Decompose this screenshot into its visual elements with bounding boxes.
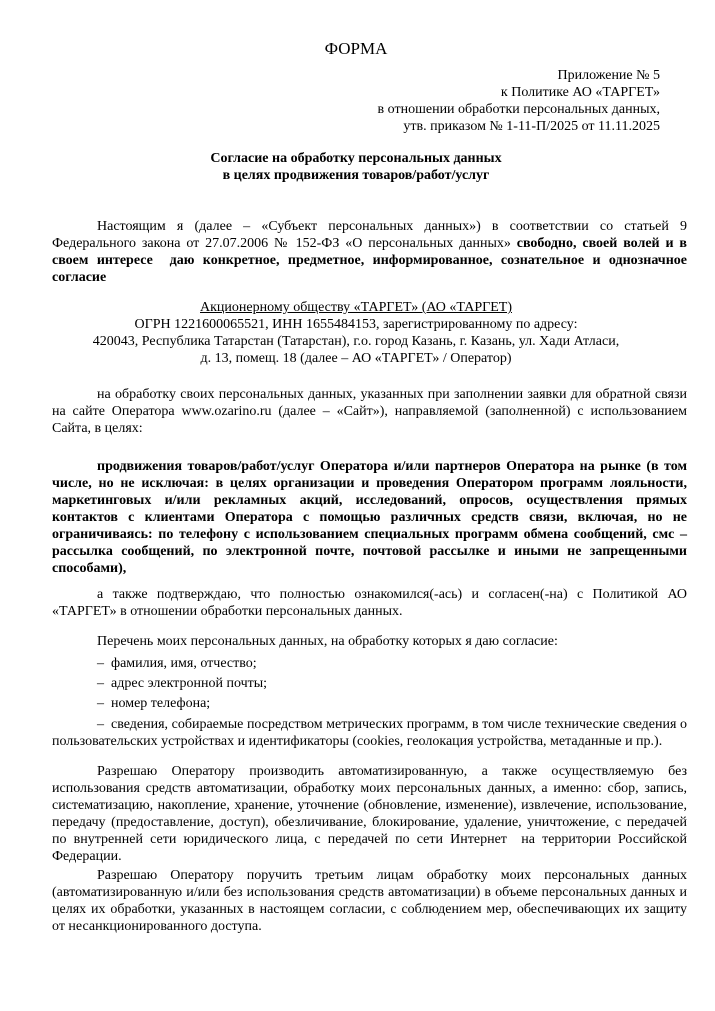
- operator-name-underlined: Акционерному обществу «ТАРГЕТ» (АО «ТАРГЕТ): [200, 300, 512, 315]
- operator-ogrn-inn-line: ОГРН 1221600065521, ИНН 1655484153, зарегистрированному по адресу:: [134, 317, 578, 332]
- appendix-line-4: утв. приказом № 1-11-П/2025 от 11.11.2025: [403, 119, 660, 134]
- appendix-line-1: Приложение № 5: [557, 68, 660, 83]
- operator-address-line-1: 420043, Республика Татарстан (Татарстан), г.о. город Казань, г. Казань, ул. Хади Атласи,: [92, 334, 620, 349]
- list-item-phone: [52, 695, 687, 712]
- document-title-line-2: в целях продвижения товаров/работ/услуг: [222, 168, 490, 183]
- third-party-paragraph: Разрешаю Оператору поручить третьим лицам обработку моих персональных данных (автоматизированную и/или без использования средств автоматизации) в объеме персональных данных и целях их обработки, указанных в настоящем согласии, с соблюдением мер, обеспечивающих их защиту от несанкционированного доступа.: [52, 868, 691, 934]
- operator-name-line: [52, 299, 660, 316]
- operator-address-line-2: д. 13, помещ. 18 (далее – АО «ТАРГЕТ» / Оператор): [200, 351, 512, 366]
- intro-text-normal: Настоящим я (далее – «Субъект персональных данных») в соответствии со статьей 9 Федерального закона от 27.07.2006 № 152-ФЗ «О персональных данных»: [52, 219, 691, 251]
- list-item-text: сведения, собираемые посредством метрических программ, в том числе технические сведения о пользовательских устройствах и идентификаторы (cookies, геолокация устройства, метаданные и пр.).: [52, 717, 691, 749]
- appendix-line-2: к Политике АО «ТАРГЕТ»: [500, 85, 660, 100]
- document-title: [52, 150, 660, 184]
- form-heading: ФОРМА: [324, 39, 388, 58]
- list-item-text: фамилия, имя, отчество;: [111, 656, 257, 671]
- list-item-email: [52, 675, 687, 692]
- list-item-text: адрес электронной почты;: [111, 676, 268, 691]
- dash-marker: –: [97, 717, 104, 732]
- list-item-full-name: [52, 655, 687, 672]
- appendix-line-3: в отношении обработки персональных данных,: [377, 102, 660, 117]
- appendix-block: [52, 67, 660, 135]
- intro-text-bold: свободно, своей волей и в своем интересе даю конкретное, предметное, информированное, сознательное и однозначное согласие: [52, 236, 691, 285]
- intro-paragraph: [52, 218, 691, 286]
- personal-data-list-intro: Перечень моих персональных данных, на обработку которых я даю согласие:: [97, 634, 558, 649]
- automation-paragraph: Разрешаю Оператору производить автоматизированную, а также осуществляемую без использования средств автоматизации, обработку моих персональных данных, а именно: сбор, запись, систематизацию, накопление, хранение, уточнение (обновление, изменение), извлечение, использование, передачу (предоставление, доступ), обезличивание, блокирование, удаление, уничтожение, с передачей по внутренней сети юридического лица, с передачей по сети Интернет на территории Российской Федерации.: [52, 764, 691, 864]
- dash-marker: –: [97, 676, 104, 691]
- dash-marker: –: [97, 656, 104, 671]
- operator-block: [52, 299, 660, 367]
- list-item-metrics: [52, 716, 691, 750]
- document-title-line-1: Согласие на обработку персональных данных: [210, 151, 502, 166]
- list-item-text: номер телефона;: [111, 696, 211, 711]
- purpose-paragraph: продвижения товаров/работ/услуг Оператора и/или партнеров Оператора на рынке (в том числе, но не исключая: в целях организации и проведения Оператором программ лояльности, маркетинговых и/или рекламных акций, исследований, опросов, осуществления прямых контактов с клиентами Оператора с помощью различных средств связи, включая, но не ограничиваясь: по телефону с использованием специальных программ обмена сообщений, смс – рассылка сообщений, по электронной почте, почтовой рассылке и иными не запрещенными способами),: [52, 459, 691, 576]
- policy-confirmation-paragraph: а также подтверждаю, что полностью ознакомился(-ась) и согласен(-на) с Политикой АО «ТАРГЕТ» в отношении обработки персональных данных.: [52, 587, 691, 619]
- dash-marker: –: [97, 696, 104, 711]
- processing-paragraph: на обработку своих персональных данных, указанных при заполнении заявки для обратной связи на сайте Оператора www.ozarino.ru (далее – «Сайт»), направляемой (заполненной) с использованием Сайта, в целях:: [52, 387, 691, 436]
